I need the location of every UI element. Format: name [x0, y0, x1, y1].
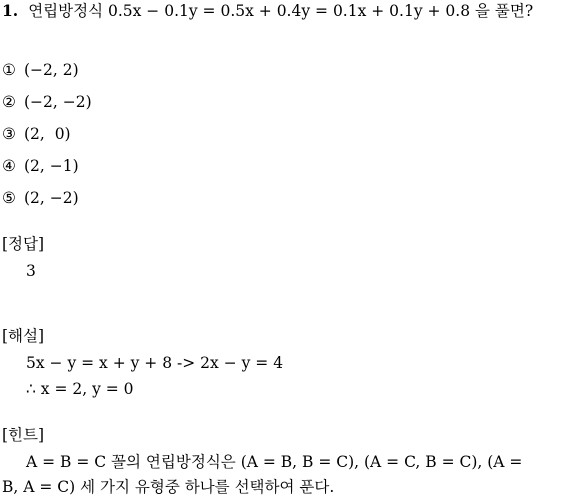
choice-4-text: (2, −1) — [24, 157, 79, 175]
explanation-label: [해설] — [2, 327, 45, 345]
explanation-line-2: ∴ x = 2, y = 0 — [26, 380, 134, 398]
hint-line-1: A = B = C 꼴의 연립방정식은 (A = B, B = C), (A = C, B = C), (A = — [26, 453, 523, 471]
hint-label: [힌트] — [2, 426, 45, 444]
choice-4-mark: ④ — [2, 157, 16, 175]
choice-2[interactable] — [2, 92, 92, 112]
choice-1-mark: ① — [2, 61, 16, 79]
answer-value: 3 — [26, 262, 36, 280]
question-number: 1. — [2, 1, 19, 20]
choice-3[interactable] — [2, 124, 71, 144]
choice-1[interactable] — [2, 60, 79, 80]
choice-5-text: (2, −2) — [24, 189, 79, 207]
choice-3-text: (2, 0) — [24, 125, 71, 143]
choice-5-mark: ⑤ — [2, 189, 16, 207]
choice-5[interactable] — [2, 188, 79, 208]
answer-label: [정답] — [2, 235, 45, 253]
hint-line-2: B, A = C) 세 가지 유형중 하나를 선택하여 푼다. — [2, 478, 335, 496]
explanation-line-1: 5x − y = x + y + 8 -> 2x − y = 4 — [26, 354, 284, 372]
choice-3-mark: ③ — [2, 125, 16, 143]
question-text: 연립방정식 0.5x − 0.1y = 0.5x + 0.4y = 0.1x + 0.1y + 0.8 을 풀면? — [28, 2, 534, 20]
choice-2-text: (−2, −2) — [24, 93, 92, 111]
choice-4[interactable] — [2, 156, 79, 176]
choice-1-text: (−2, 2) — [24, 61, 79, 79]
question-line — [2, 1, 533, 21]
choice-2-mark: ② — [2, 93, 16, 111]
